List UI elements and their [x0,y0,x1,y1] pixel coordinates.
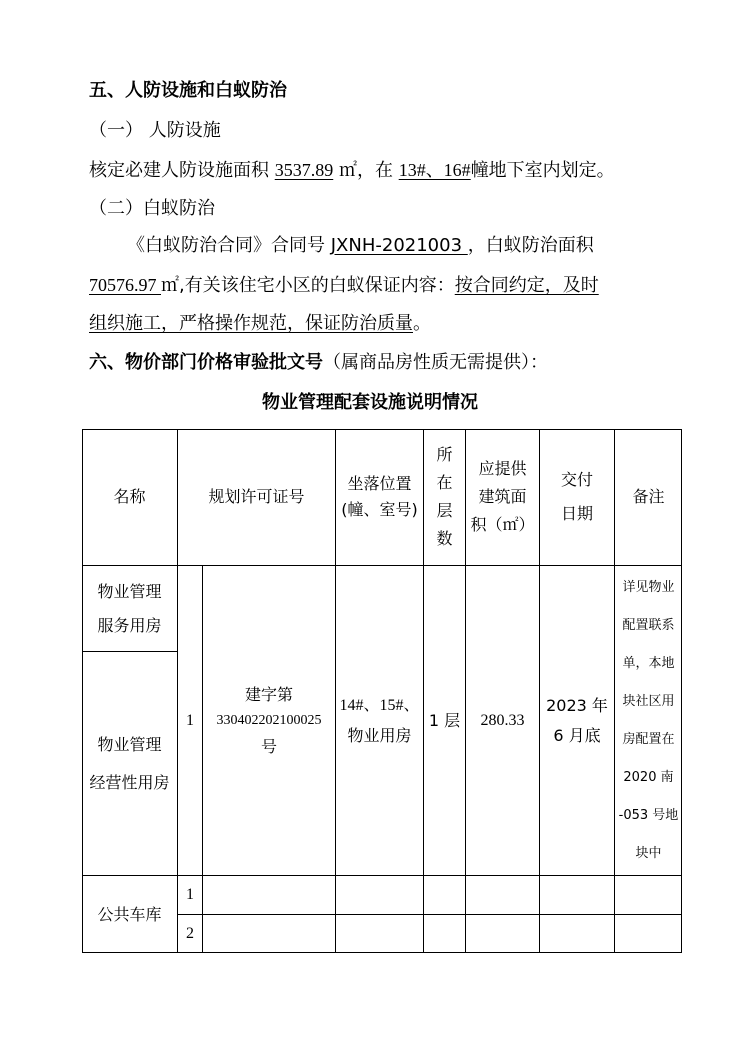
garage-name: 公共车库 [97,904,162,924]
civil-defense-text-mid: ㎡，在 [333,160,399,181]
civil-defense-area: 3537.89 [274,160,334,180]
row1-remark-l1: 详见物业 [622,579,675,595]
facilities-table [82,429,682,953]
header-remark: 备注 [632,487,665,506]
row1-remark-l7: -053 号地 [618,807,679,823]
row1-index: 1 [186,711,194,729]
row1-name-operational-l2: 经营性用房 [89,772,170,792]
subsection-civil-defense: （一） 人防设施 [89,120,221,141]
header-floor-c2: 在 [436,473,453,492]
row1-remark-l8: 块中 [635,845,662,861]
termite-guarantee-part2: 组织施工，严格操作规范，保证防治质量 [89,313,413,334]
row1-remark-l5: 房配置在 [622,731,675,747]
header-area-l3: 积（㎡） [470,515,535,534]
row1-name-service-l1: 物业管理 [97,581,162,601]
row1-remark-l3: 单，本地 [622,655,675,671]
row1-remark-l2: 配置联系 [622,617,675,633]
header-permit: 规划许可证号 [208,487,305,506]
row1-name-operational [82,652,177,875]
termite-area: 70576.97 [89,275,161,295]
header-delivery-l1: 交付 [560,470,593,489]
row1-remark-l6: 2020 南 [623,769,674,785]
row1-remark-l4: 块社区用 [622,693,675,709]
termite-paragraph-line2 [89,272,599,299]
header-area-l1: 应提供 [478,459,527,478]
header-delivery [540,429,614,565]
subsection-termite: （二）白蚁防治 [89,198,215,219]
row1-location-l1: 14#、15#、 [339,696,420,714]
termite-guarantee-part1: 按合同约定，及时 [454,275,599,296]
header-name: 名称 [113,487,146,506]
header-floor-c4: 数 [436,529,453,548]
row1-delivery-l1: 2023 年 [546,695,608,715]
row1-floor: 1 层 [428,710,461,730]
row1-permit-number: 330402202100025 [216,712,322,728]
termite-paragraph-line1 [127,233,594,259]
table-title: 物业管理配套设施说明情况 [262,392,478,413]
termite-text-pre: 《白蚁防治合同》合同号 [127,235,331,256]
termite-text-mid: ㎡,有关该住宅小区的白蚁保证内容： [161,275,455,296]
row1-delivery [540,566,614,875]
row1-permit [203,566,335,875]
termite-text-post: ，白蚁防治面积 [467,235,594,256]
section-6-heading [89,350,548,376]
section-5-heading: 五、人防设施和白蚁防治 [89,80,287,101]
row1-permit-l1: 建字第 [244,684,293,704]
header-area [466,429,539,565]
header-floor [424,429,465,565]
civil-defense-buildings: 13#、16# [398,160,471,180]
header-location [336,429,423,565]
garage-index-2: 2 [186,925,194,942]
row1-area: 280.33 [480,711,525,729]
header-location-l2: (幢、室号) [341,500,418,519]
civil-defense-paragraph [89,157,615,184]
header-floor-c1: 所 [436,445,453,464]
termite-contract-number: JXNH-2021003 [330,235,468,256]
civil-defense-text-pre: 核定必建人防设施面积 [89,160,275,181]
termite-paragraph-line3 [89,311,431,337]
termite-text-end: 。 [413,313,431,334]
header-delivery-l2: 日期 [560,504,593,523]
row1-name-operational-l1: 物业管理 [97,734,162,754]
header-location-l1: 坐落位置 [347,474,412,493]
row1-name-service-l2: 服务用房 [97,615,162,635]
civil-defense-text-post: 幢地下室内划定。 [470,160,615,181]
garage-index-1: 1 [186,886,194,903]
section-6-note: （属商品房性质无需提供）： [323,352,548,373]
header-area-l2: 建筑面 [478,487,527,506]
row1-location [336,566,423,875]
row1-name-service [82,566,177,651]
row1-location-l2: 物业用房 [347,725,412,745]
row1-remark [615,566,682,875]
header-floor-c3: 层 [436,501,453,520]
section-6-title: 六、物价部门价格审验批文号 [89,352,323,373]
row1-permit-l3: 号 [260,736,277,756]
row1-delivery-l2: 6 月底 [553,725,601,745]
